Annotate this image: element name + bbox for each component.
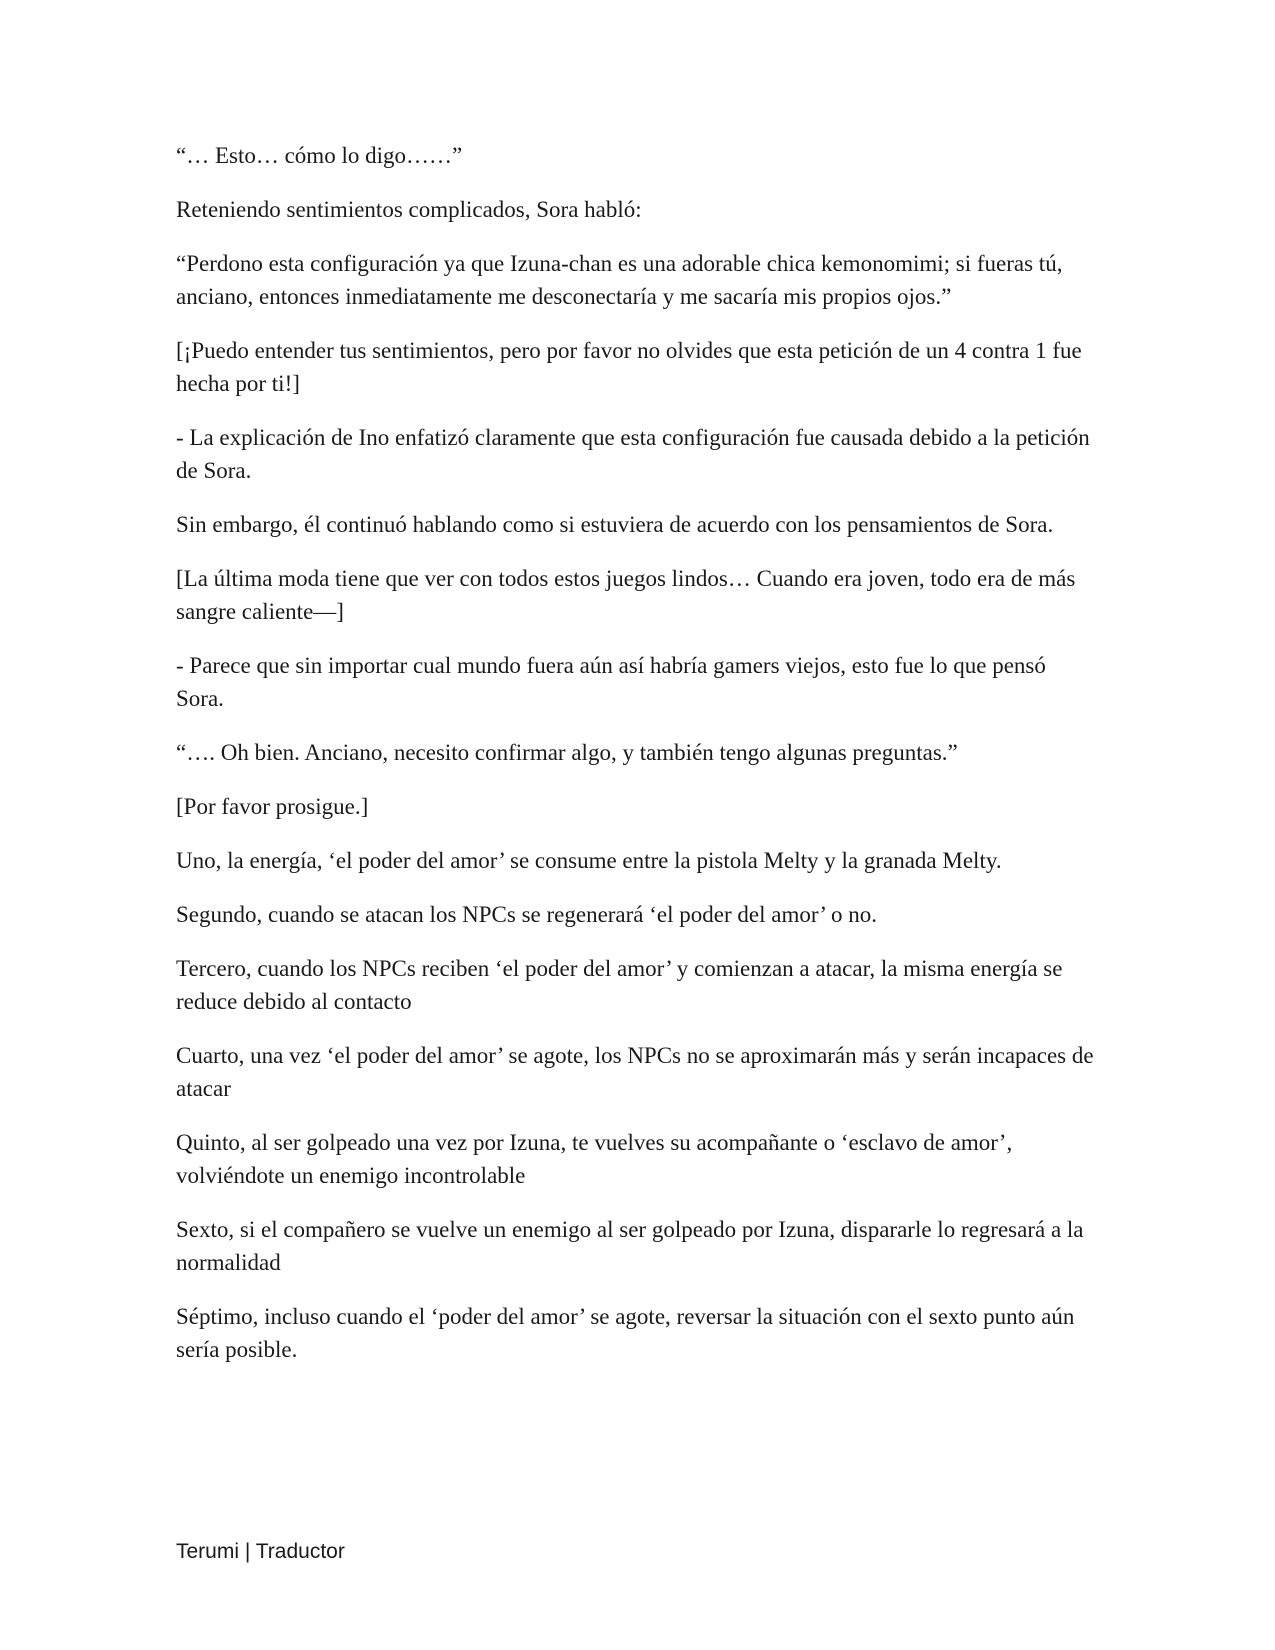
paragraph: [La última moda tiene que ver con todos estos juegos lindos… Cuando era joven, todo era de más sangre caliente—] bbox=[176, 566, 1076, 624]
paragraph: Segundo, cuando se atacan los NPCs se regenerará ‘el poder del amor’ o no. bbox=[176, 902, 878, 927]
paragraph: [Por favor prosigue.] bbox=[176, 794, 369, 819]
page-footer: Terumi | Traductor bbox=[176, 1540, 345, 1563]
paragraph: Quinto, al ser golpeado una vez por Izuna, te vuelves su acompañante o ‘esclavo de amor’, volviéndote un enemigo incontrolable bbox=[176, 1130, 1013, 1188]
paragraph: Reteniendo sentimientos complicados, Sora habló: bbox=[176, 197, 642, 222]
paragraph: Cuarto, una vez ‘el poder del amor’ se agote, los NPCs no se aproximarán más y serán incapaces de atacar bbox=[176, 1043, 1094, 1101]
paragraph: - Parece que sin importar cual mundo fuera aún así habría gamers viejos, esto fue lo que pensó Sora. bbox=[176, 653, 1046, 711]
paragraph: Tercero, cuando los NPCs reciben ‘el poder del amor’ y comienzan a atacar, la misma energía se reduce debido al contacto bbox=[176, 956, 1063, 1014]
document-body bbox=[176, 139, 1094, 1387]
paragraph: [¡Puedo entender tus sentimientos, pero por favor no olvides que esta petición de un 4 contra 1 fue hecha por ti!] bbox=[176, 338, 1082, 396]
paragraph: - La explicación de Ino enfatizó claramente que esta configuración fue causada debido a la petición de Sora. bbox=[176, 425, 1090, 483]
paragraph: Séptimo, incluso cuando el ‘poder del amor’ se agote, reversar la situación con el sexto punto aún sería posible. bbox=[176, 1304, 1075, 1362]
paragraph: “… Esto… cómo lo digo……” bbox=[176, 143, 463, 168]
paragraph: “Perdono esta configuración ya que Izuna-chan es una adorable chica kemonomimi; si fueras tú, anciano, entonces inmediatamente me desconectaría y me sacaría mis propios ojos.” bbox=[176, 251, 1063, 309]
paragraph: “…. Oh bien. Anciano, necesito confirmar algo, y también tengo algunas preguntas.” bbox=[176, 740, 958, 765]
paragraph: Uno, la energía, ‘el poder del amor’ se consume entre la pistola Melty y la granada Melty. bbox=[176, 848, 1002, 873]
paragraph: Sin embargo, él continuó hablando como si estuviera de acuerdo con los pensamientos de Sora. bbox=[176, 512, 1054, 537]
paragraph: Sexto, si el compañero se vuelve un enemigo al ser golpeado por Izuna, dispararle lo regresará a la normalidad bbox=[176, 1217, 1084, 1275]
